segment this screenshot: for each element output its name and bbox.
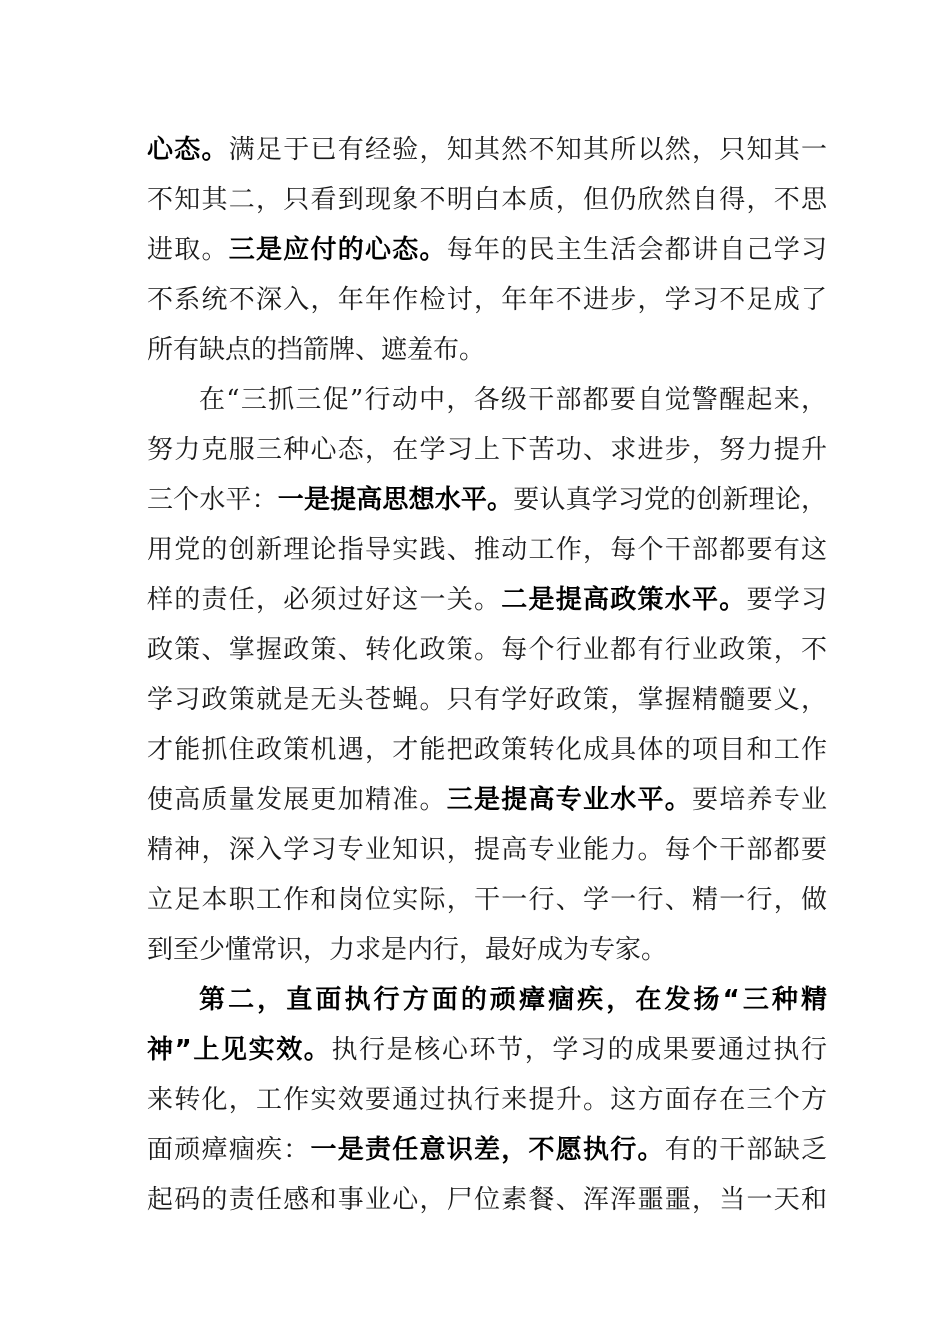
bold-heading-text: 神”上见实效。: [147, 1035, 332, 1065]
body-text: 才能抓住政策机遇，才能把政策转化成具体的项目和工作: [147, 735, 827, 765]
text-line: [147, 625, 827, 675]
bold-heading-text: 心态。: [147, 135, 229, 165]
body-text: 努力克服三种心态，在学习上下苦功、求进步，努力提升: [147, 435, 827, 465]
body-text: 样的责任，必须过好这一关。: [147, 585, 502, 615]
text-line: [147, 1125, 827, 1175]
body-text: 不系统不深入，年年作检讨，年年不进步，学习不足成了: [147, 285, 827, 315]
body-text: 来转化，工作实效要通过执行来提升。这方面存在三个方: [147, 1085, 827, 1115]
text-line: [147, 275, 827, 325]
body-text: 执行是核心环节，学习的成果要通过执行: [331, 1035, 827, 1065]
text-line: [147, 175, 827, 225]
bold-heading-text: 一是责任意识差，不愿执行。: [310, 1135, 665, 1165]
bold-heading-text: 一是提高思想水平。: [277, 485, 514, 515]
body-text: 到至少懂常识，力求是内行，最好成为专家。: [147, 935, 668, 965]
bold-heading-text: 三是提高专业水平。: [446, 785, 692, 815]
text-line: [147, 775, 827, 825]
body-text: 每年的民主生活会都讲自己学习: [446, 235, 827, 265]
body-text: 起码的责任感和事业心，尸位素餐、浑浑噩噩，当一天和: [147, 1185, 827, 1215]
text-line: [147, 825, 827, 875]
text-line: [147, 1025, 827, 1075]
body-text: 进取。: [147, 235, 229, 265]
text-line: [147, 875, 827, 925]
text-line: [147, 1075, 827, 1125]
body-text: 满足于已有经验，知其然不知其所以然，只知其一: [228, 135, 827, 165]
text-line: [199, 375, 827, 425]
body-text: 立足本职工作和岗位实际，干一行、学一行、精一行，做: [147, 885, 827, 915]
text-line: [147, 1175, 827, 1225]
body-text: 政策、掌握政策、转化政策。每个行业都有行业政策，不: [147, 635, 827, 665]
body-text: 要学习: [746, 585, 827, 615]
text-line: [147, 575, 827, 625]
body-text: 三个水平：: [147, 485, 278, 515]
text-line: [147, 125, 827, 175]
body-text: 要培养专业: [691, 785, 827, 815]
bold-heading-text: 第二，直面执行方面的顽瘴痼疾，在发扬“三种精: [199, 985, 827, 1015]
text-line: [147, 525, 827, 575]
body-text: 不知其二，只看到现象不明白本质，但仍欣然自得，不思: [147, 185, 827, 215]
body-text: 有的干部缺乏: [664, 1135, 827, 1165]
text-line: [147, 675, 827, 725]
bold-heading-text: 二是提高政策水平。: [501, 585, 747, 615]
body-text: 用党的创新理论指导实践、推动工作，每个干部都要有这: [147, 535, 827, 565]
body-text: 所有缺点的挡箭牌、遮羞布。: [147, 335, 486, 365]
body-text: 精神，深入学习专业知识，提高专业能力。每个干部都要: [147, 835, 827, 865]
text-line: [147, 725, 827, 775]
body-text: 要认真学习党的创新理论，: [513, 485, 827, 515]
text-line: [147, 475, 827, 525]
body-text: 学习政策就是无头苍蝇。只有学好政策，掌握精髓要义，: [147, 685, 827, 715]
body-text: 面顽瘴痼疾：: [147, 1135, 311, 1165]
text-line: [147, 325, 827, 375]
text-line: [199, 975, 827, 1025]
body-text: 使高质量发展更加精准。: [147, 785, 447, 815]
text-line: [147, 225, 827, 275]
text-line: [147, 425, 827, 475]
text-line: [147, 925, 827, 975]
bold-heading-text: 三是应付的心态。: [228, 235, 447, 265]
body-text: 在“三抓三促”行动中，各级干部都要自觉警醒起来，: [199, 385, 827, 415]
